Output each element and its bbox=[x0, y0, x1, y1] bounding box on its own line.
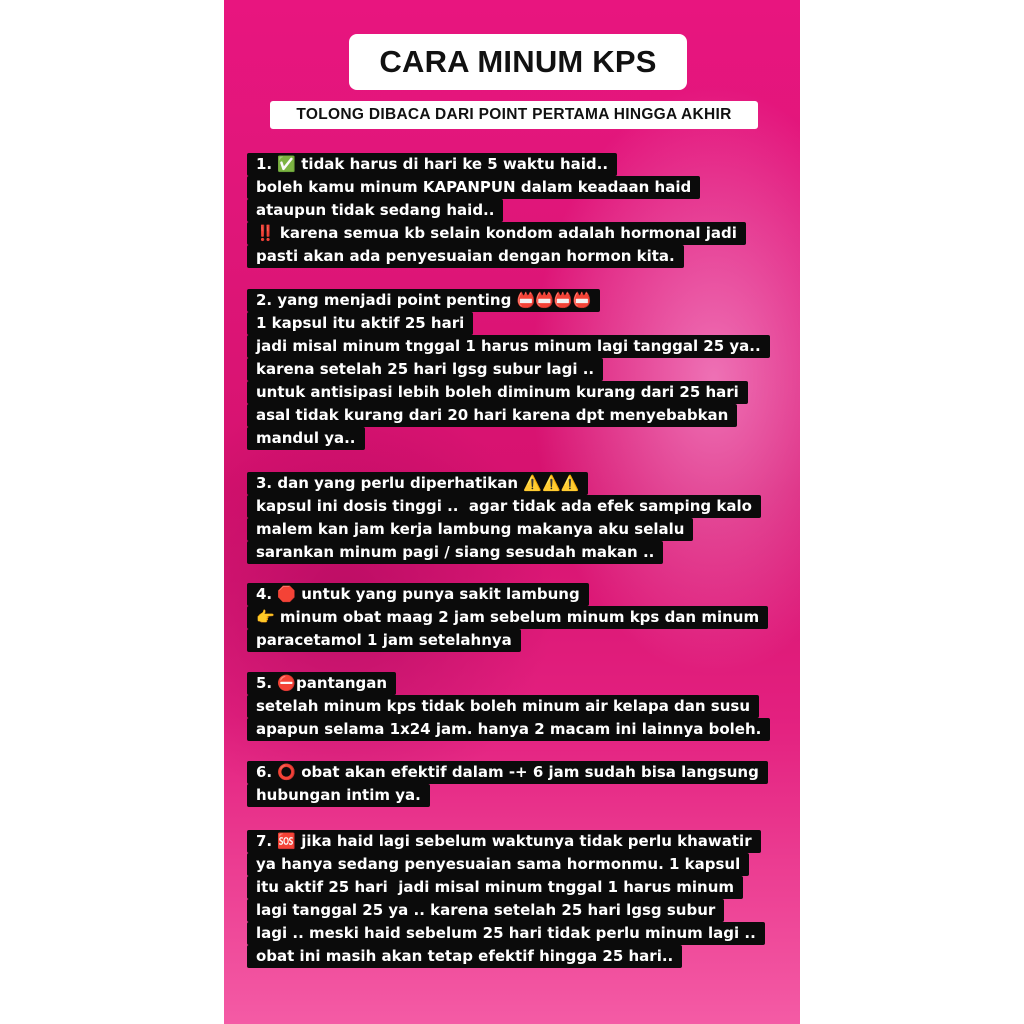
point-1 bbox=[247, 153, 792, 268]
title-label bbox=[349, 34, 687, 90]
point-line: ‼️ karena semua kb selain kondom adalah hormonal jadi bbox=[247, 222, 746, 245]
points-list bbox=[247, 153, 792, 989]
point-line: 2. yang menjadi point penting 📛📛📛📛 bbox=[247, 289, 600, 312]
point-line: boleh kamu minum KAPANPUN dalam keadaan haid bbox=[247, 176, 700, 199]
point-line: 7. 🆘 jika haid lagi sebelum waktunya tidak perlu khawatir bbox=[247, 830, 761, 853]
point-line: 1 kapsul itu aktif 25 hari bbox=[247, 312, 473, 335]
point-line: pasti akan ada penyesuaian dengan hormon kita. bbox=[247, 245, 684, 268]
point-line: kapsul ini dosis tinggi .. agar tidak ada efek samping kalo bbox=[247, 495, 761, 518]
point-6 bbox=[247, 761, 792, 807]
point-line: 1. ✅ tidak harus di hari ke 5 waktu haid.. bbox=[247, 153, 617, 176]
point-line: ya hanya sedang penyesuaian sama hormonmu. 1 kapsul bbox=[247, 853, 749, 876]
point-line: 6. ⭕ obat akan efektif dalam -+ 6 jam sudah bisa langsung bbox=[247, 761, 768, 784]
point-line: ataupun tidak sedang haid.. bbox=[247, 199, 503, 222]
page-subtitle: TOLONG DIBACA DARI POINT PERTAMA HINGGA AKHIR bbox=[296, 106, 732, 123]
point-line: 👉 minum obat maag 2 jam sebelum minum kps dan minum bbox=[247, 606, 768, 629]
point-line: malem kan jam kerja lambung makanya aku selalu bbox=[247, 518, 693, 541]
point-line: 3. dan yang perlu diperhatikan ⚠️⚠️⚠️ bbox=[247, 472, 588, 495]
point-line: itu aktif 25 hari jadi misal minum tnggal 1 harus minum bbox=[247, 876, 743, 899]
point-line: untuk antisipasi lebih boleh diminum kurang dari 25 hari bbox=[247, 381, 748, 404]
point-2 bbox=[247, 289, 792, 450]
point-line: sarankan minum pagi / siang sesudah makan .. bbox=[247, 541, 663, 564]
point-line: asal tidak kurang dari 20 hari karena dpt menyebabkan bbox=[247, 404, 737, 427]
story-canvas bbox=[224, 0, 800, 1024]
point-line: setelah minum kps tidak boleh minum air kelapa dan susu bbox=[247, 695, 759, 718]
point-line: obat ini masih akan tetap efektif hingga 25 hari.. bbox=[247, 945, 682, 968]
point-line: apapun selama 1x24 jam. hanya 2 macam ini lainnya boleh. bbox=[247, 718, 770, 741]
point-line: hubungan intim ya. bbox=[247, 784, 430, 807]
point-5 bbox=[247, 672, 792, 741]
point-7 bbox=[247, 830, 792, 968]
point-line: jadi misal minum tnggal 1 harus minum lagi tanggal 25 ya.. bbox=[247, 335, 770, 358]
point-line: karena setelah 25 hari lgsg subur lagi .. bbox=[247, 358, 603, 381]
point-line: mandul ya.. bbox=[247, 427, 365, 450]
page-title: CARA MINUM KPS bbox=[379, 44, 657, 79]
point-line: 4. 🛑 untuk yang punya sakit lambung bbox=[247, 583, 589, 606]
point-line: lagi .. meski haid sebelum 25 hari tidak perlu minum lagi .. bbox=[247, 922, 765, 945]
point-line: lagi tanggal 25 ya .. karena setelah 25 hari lgsg subur bbox=[247, 899, 724, 922]
point-3 bbox=[247, 472, 792, 564]
point-4 bbox=[247, 583, 792, 652]
point-line: 5. ⛔pantangan bbox=[247, 672, 396, 695]
subtitle-label bbox=[270, 101, 758, 129]
point-line: paracetamol 1 jam setelahnya bbox=[247, 629, 521, 652]
